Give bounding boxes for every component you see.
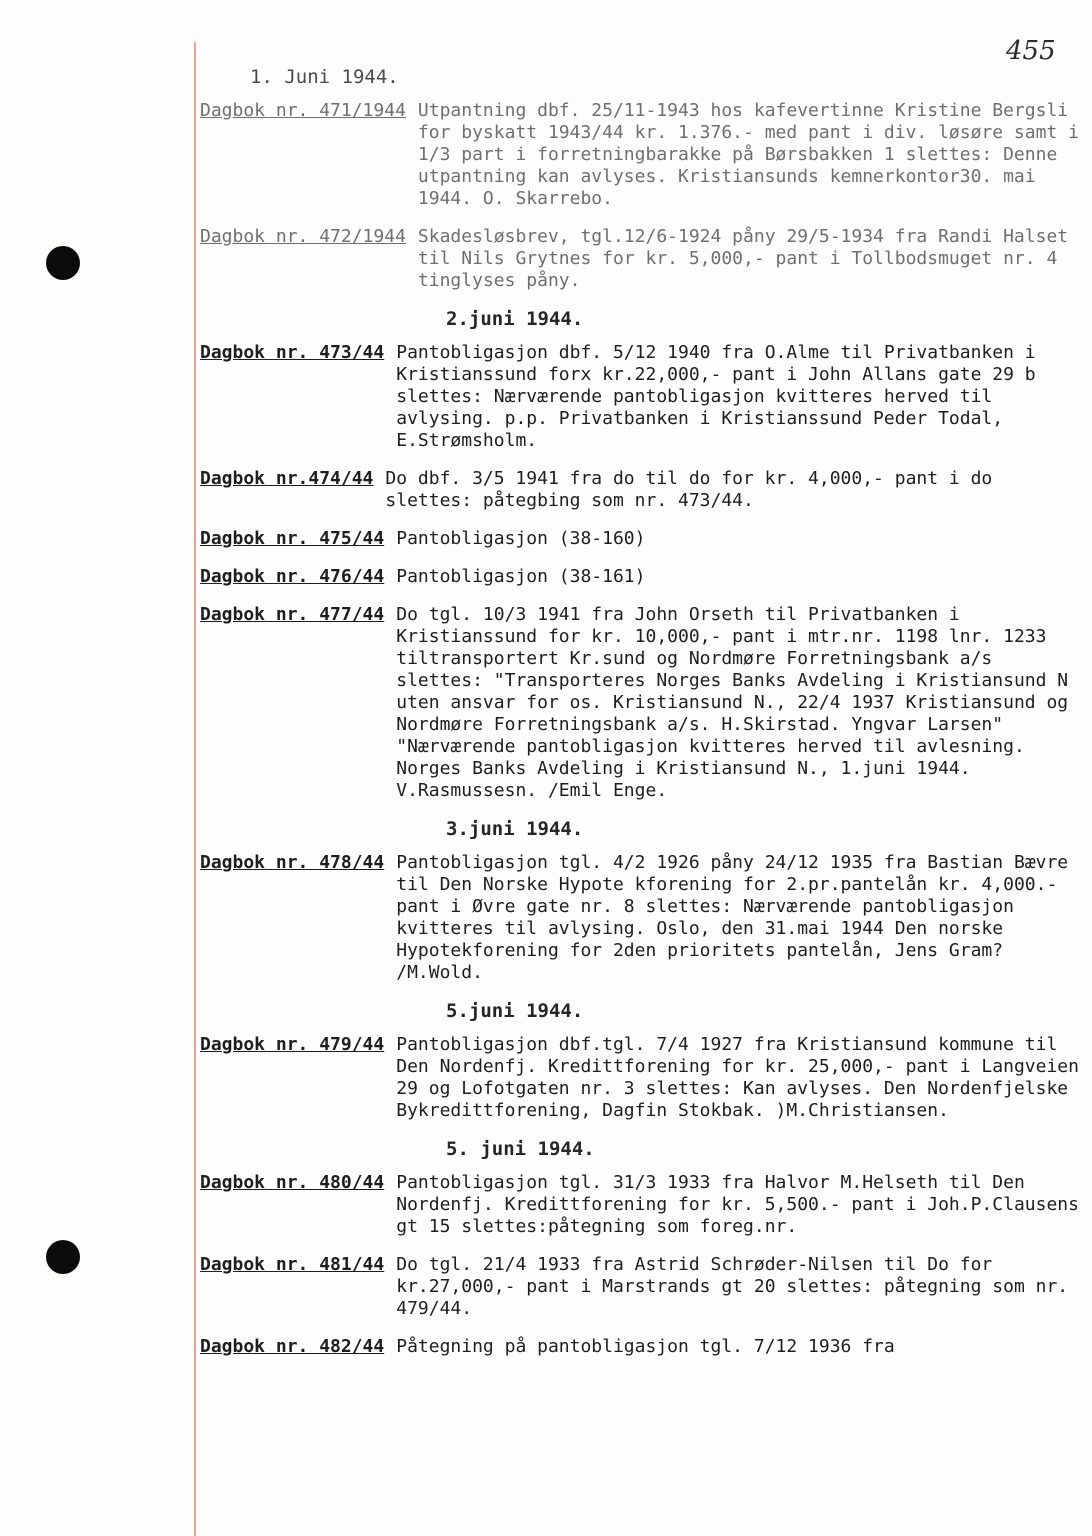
entry-label: Dagbok nr. 480/44 [200, 1172, 385, 1193]
entry-text: Pantobligasjon tgl. 4/2 1926 påny 24/12 1935 fra Bastian Bævre til Den Norske Hypote kforening for 2.pr.pantelån kr. 4,000.- pant i Øvre gate nr. 8 slettes: Nærværende pantobligasjon kvitteres til avlysing. Oslo, den 31.mai 1944 Den norske Hypotekforening for 2den prioritets pantelån, Jens Gram? /M.Wold. [396, 852, 1079, 983]
date-heading: 1. Juni 1944. [250, 66, 399, 88]
ledger-entry [200, 1172, 1090, 1238]
ledger-entry [200, 100, 1090, 210]
punch-hole [46, 1240, 80, 1274]
date-heading: 2.juni 1944. [446, 308, 584, 330]
entry-label: Dagbok nr. 476/44 [200, 566, 385, 587]
section-june-2 [200, 308, 1080, 802]
entry-label: Dagbok nr.474/44 [200, 468, 374, 489]
page-number: 455 [1006, 36, 1056, 66]
date-heading: 3.juni 1944. [446, 818, 584, 840]
entry-label: Dagbok nr. 472/1944 [200, 226, 406, 247]
entry-label: Dagbok nr. 481/44 [200, 1254, 385, 1275]
entry-text: Pantobligasjon dbf.tgl. 7/4 1927 fra Kristiansund kommune til Den Nordenfj. Kredittforening for kr. 25,000,- pant i Langveien 29 og Lofotgaten nr. 3 slettes: Kan avlyses. Den Nordenfjelske Bykredittforening, Dagfin Stokbak. )M.Christiansen. [396, 1034, 1090, 1121]
entry-label: Dagbok nr. 479/44 [200, 1034, 385, 1055]
section-june-5 [200, 1000, 1090, 1122]
ledger-entry [200, 1254, 1080, 1320]
entry-text: Do tgl. 21/4 1933 fra Astrid Schrøder-Nilsen til Do for kr.27,000,- pant i Marstrands gt 20 slettes: påtegning som nr. 479/44. [396, 1254, 1079, 1319]
ledger-entry [200, 1336, 1080, 1358]
entry-text: Skadesløsbrev, tgl.12/6-1924 påny 29/5-1934 fra Randi Halset til Nils Grytnes for kr. 5,000,- pant i Tollbodsmuget nr. 4 tinglyses påny. [417, 226, 1079, 291]
section-june-5-second [200, 1138, 1090, 1358]
ledger-entry [200, 468, 1080, 512]
section-june-1 [200, 66, 1090, 292]
entry-label: Dagbok nr. 482/44 [200, 1336, 385, 1357]
date-heading: 5.juni 1944. [446, 1000, 584, 1022]
ledger-entries [200, 66, 1090, 1374]
section-june-3 [200, 818, 1080, 984]
entry-text: Pantobligasjon tgl. 31/3 1933 fra Halvor M.Helseth til Den Nordenfj. Kredittforening for kr. 5,500.- pant i Joh.P.Clausens gt 15 slettes:påtegning som foreg.nr. [396, 1172, 1090, 1237]
ledger-entry [200, 852, 1080, 984]
entry-text: Pantobligasjon (38-160) [396, 528, 646, 549]
entry-text: Do tgl. 10/3 1941 fra John Orseth til Privatbanken i Kristianssund for kr. 10,000,- pant i mtr.nr. 1198 lnr. 1233 tiltransportert Kr.sund og Nordmøre Forretningsbank a/s slettes: "Transporteres Norges Banks Avdeling i Kristiansund N uten ansvar for os. Kristiansund N., 22/4 1937 Kristiansund og Nordmøre Forretningsbank a/s. H.Skirstad. Yngvar Larsen" "Nærværende pantobligasjon kvitteres herved til avlesning. Norges Banks Avdeling i Kristiansund N., 1.juni 1944. V.Rasmussesn. /Emil Enge. [396, 604, 1079, 801]
ledger-entry [200, 528, 1080, 550]
ledger-entry [200, 1034, 1090, 1122]
entry-label: Dagbok nr. 473/44 [200, 342, 385, 363]
entry-label: Dagbok nr. 471/1944 [200, 100, 406, 121]
entry-text: Utpantning dbf. 25/11-1943 hos kafevertinne Kristine Bergsli for byskatt 1943/44 kr. 1.376.- med pant i div. løsøre samt i 1/3 part i forretningbarakke på Børsbakken 1 slettes: Denne utpantning kan avlyses. Kristiansunds kemnerkontor30. mai 1944. O. Skarrebo. [417, 100, 1090, 209]
entry-text: Pantobligasjon (38-161) [396, 566, 646, 587]
ledger-entry [200, 566, 1080, 588]
entry-text: Påtegning på pantobligasjon tgl. 7/12 1936 fra [396, 1336, 895, 1357]
entry-text: Do dbf. 3/5 1941 fra do til do for kr. 4,000,- pant i do slettes: påtegbing som nr. 473/44. [385, 468, 1004, 511]
date-heading: 5. juni 1944. [446, 1138, 595, 1160]
entry-label: Dagbok nr. 475/44 [200, 528, 385, 549]
entry-text: Pantobligasjon dbf. 5/12 1940 fra O.Alme til Privatbanken i Kristianssund forx kr.22,000,- pant i John Allans gate 29 b slettes: Nærværende pantobligasjon kvitteres herved til avlysing. p.p. Privatbanken i Kristianssund Peder Todal, E.Strømsholm. [396, 342, 1047, 451]
ledger-entry [200, 604, 1080, 802]
entry-label: Dagbok nr. 478/44 [200, 852, 385, 873]
punch-hole [46, 246, 80, 280]
ledger-entry [200, 342, 1080, 452]
entry-label: Dagbok nr. 477/44 [200, 604, 385, 625]
margin-rule [194, 42, 196, 1536]
ledger-entry [200, 226, 1080, 292]
